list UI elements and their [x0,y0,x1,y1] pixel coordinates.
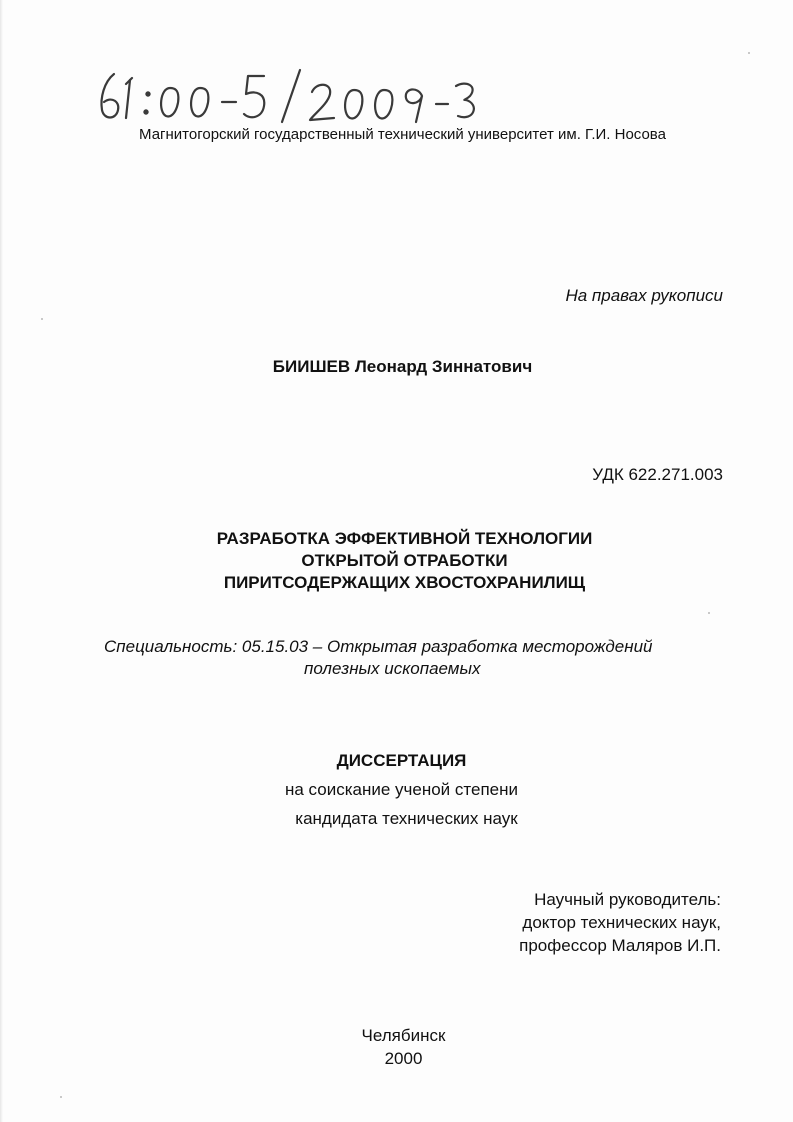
supervisor-line: Научный руководитель: [534,890,721,909]
scan-speck [708,612,710,614]
year: 2000 [384,1049,423,1068]
supervisor-block [519,888,721,957]
handwritten-archive-code [96,66,486,128]
supervisor-line: профессор Маляров И.П. [519,936,721,955]
title-line: ПИРИТСОДЕРЖАЩИХ ХВОСТОХРАНИЛИЩ [223,573,586,592]
degree-line: кандидата технических наук [295,809,518,828]
author-surname: БИИШЕВ [272,357,351,376]
specialty-line: Специальность: 05.15.03 – Открытая разработка месторождений [104,637,653,656]
scan-speck [748,52,750,54]
title-line: ОТКРЫТОЙ ОТРАБОТКИ [301,551,508,570]
city: Челябинск [361,1026,446,1045]
dissertation-heading: ДИССЕРТАЦИЯ [336,751,467,770]
supervisor-line: доктор технических наук, [522,913,721,932]
handwritten-code-drawing [96,66,486,128]
scan-speck [41,318,43,320]
rights-note: На правах рукописи [565,286,723,305]
udk-code: УДК 622.271.003 [592,465,723,484]
dissertation-block [0,746,793,833]
city-year-block [0,1024,793,1070]
university-name: Магнитогорский государственный технический университет им. Г.И. Носова [139,126,666,143]
author-name [0,357,793,377]
scan-speck [60,1096,62,1098]
specialty-block [104,636,724,680]
title-line: РАЗРАБОТКА ЭФФЕКТИВНОЙ ТЕХНОЛОГИИ [216,529,593,548]
author-given-names: Леонард Зиннатович [354,357,533,376]
specialty-line: полезных ископаемых [304,659,481,678]
degree-line: на соискание ученой степени [284,780,518,799]
dissertation-title [0,528,793,594]
